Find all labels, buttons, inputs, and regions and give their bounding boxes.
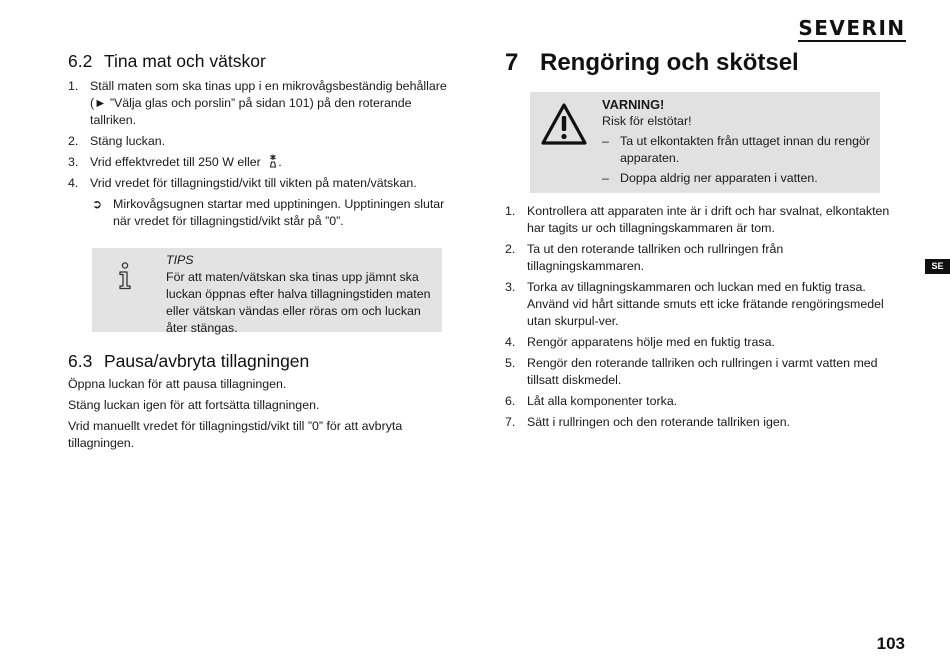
warning-box [530, 92, 880, 193]
brand-logo: SEVERIN [798, 16, 906, 40]
list-item: 2. Stäng luckan. [68, 134, 166, 148]
section-title: Rengöring och skötsel [540, 49, 799, 76]
result-note: ➲ Mirkovågsugnen startar med upptiningen. Upptiningen slutar när vredet för tillagningstid/vikt står på ”0”. [92, 197, 445, 228]
section-number: 6.3 [68, 351, 93, 371]
list-item: 1. Ställ maten som ska tinas upp i en mikrovågsbeständig behållare (► ”Välja glas och porslin” på sidan 101) på den roterande tallriken. [68, 79, 447, 127]
warning-item: – Doppa aldrig ner apparaten i vatten. [602, 171, 818, 185]
list-item: 2. Ta ut den roterande tallriken och rullringen från tillagningskammaren. [505, 242, 784, 273]
section-7-heading [505, 48, 895, 78]
list-item: 1. Kontrollera att apparaten inte är i drift och har svalnat, elkontakten har tagits ur och tillagningskammaren är tom. [505, 204, 890, 235]
section-number: 7 [505, 49, 519, 76]
cleaning-steps [505, 203, 895, 431]
list-item: 4. Vrid vredet för tillagningstid/vikt till vikten på maten/vätskan. [68, 176, 417, 190]
warning-subtitle: Risk för elstötar! [602, 114, 692, 128]
brand-underline [798, 40, 906, 42]
section-number: 6.2 [68, 51, 93, 71]
left-column [68, 50, 453, 456]
section-6-2-heading [68, 50, 453, 72]
tips-title: TIPS [166, 253, 194, 267]
defrost-symbol-icon [268, 154, 278, 168]
result-arrow-icon: ➲ [92, 197, 103, 211]
info-icon [116, 262, 134, 290]
language-tab: SE [925, 259, 950, 274]
tips-box [92, 248, 442, 335]
list-item: 3. Vrid effektvredet till 250 W eller . [68, 155, 282, 169]
pause-instructions [68, 376, 453, 452]
defrost-steps [68, 78, 453, 192]
paragraph: Stäng luckan igen för att fortsätta tillagningen. [68, 398, 320, 412]
list-item: 6. Låt alla komponenter torka. [505, 394, 678, 408]
list-item: 4. Rengör apparatens hölje med en fuktig trasa. [505, 335, 775, 349]
warning-triangle-icon [540, 102, 588, 146]
section-6-3-heading [68, 350, 453, 372]
page-number: 103 [876, 634, 905, 653]
right-column [505, 48, 895, 435]
paragraph: Öppna luckan för att pausa tillagningen. [68, 377, 287, 391]
warning-title: VARNING! [602, 97, 665, 112]
list-item: 3. Torka av tillagningskammaren och luckan med en fuktig trasa. Använd vid hårt sittande smuts ett icke frätande rengöringsmedel utan skurpul-ver. [505, 280, 884, 328]
tips-text: För att maten/vätskan ska tinas upp jämnt ska luckan öppnas efter halva tillagningstiden maten eller vätskan vändas eller röras om och luckan åter stängas. [166, 270, 431, 335]
section-title: Pausa/avbryta tillagningen [104, 351, 310, 371]
paragraph: Vrid manuellt vredet för tillagningstid/vikt till ”0” för att avbryta tillagningen. [68, 419, 403, 450]
list-item: 5. Rengör den roterande tallriken och rullringen i varmt vatten med tillsatt diskmedel. [505, 356, 878, 387]
section-title: Tina mat och vätskor [104, 51, 266, 71]
warning-item: – Ta ut elkontakten från uttaget innan du rengör apparaten. [602, 134, 871, 165]
list-item: 7. Sätt i rullringen och den roterande tallriken igen. [505, 415, 791, 429]
